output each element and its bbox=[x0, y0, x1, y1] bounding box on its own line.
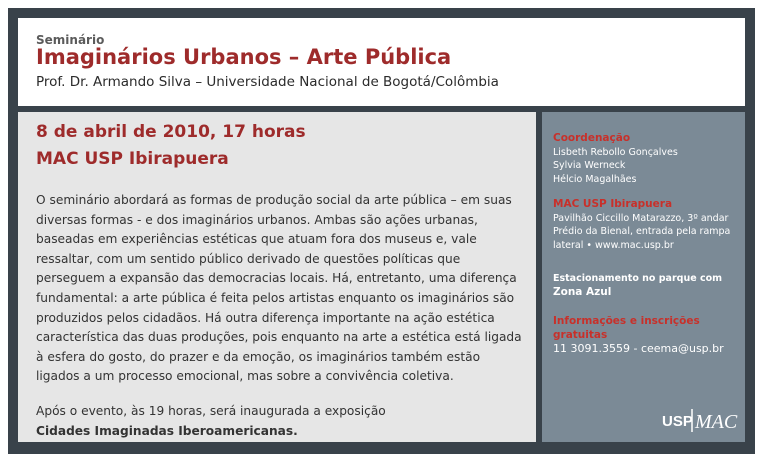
parking-zone: Zona Azul bbox=[553, 285, 612, 298]
address-line: Prédio da Bienal, entrada pela rampa bbox=[553, 226, 731, 238]
coordinator-item: Hélcio Magalhães bbox=[553, 173, 637, 185]
parking-line: Estacionamento no parque com bbox=[553, 273, 723, 284]
event-venue: MAC USP Ibirapuera bbox=[36, 149, 229, 169]
coordination-title: Coordenação bbox=[553, 132, 631, 144]
info-title: Informações e inscrições gratuitas bbox=[553, 315, 700, 341]
coordinator-item: Lisbeth Rebollo Gonçalves bbox=[553, 146, 678, 158]
exhibition-name: Cidades Imaginadas Iberoamericanas. bbox=[36, 423, 298, 438]
event-date: 8 de abril de 2010, 17 horas bbox=[36, 122, 306, 142]
header bbox=[18, 18, 745, 106]
logo-icon bbox=[662, 406, 742, 434]
venue-title: MAC USP Ibirapuera bbox=[553, 198, 673, 210]
usp-mac-logo bbox=[662, 406, 742, 434]
address-line[interactable]: lateral • www.mac.usp.br bbox=[553, 239, 674, 251]
coordinator-item: Sylvia Werneck bbox=[553, 160, 626, 172]
logo-mac-text: MAC bbox=[695, 411, 738, 433]
sidebar bbox=[542, 112, 745, 442]
venue-section bbox=[553, 198, 730, 252]
info-section bbox=[553, 315, 745, 356]
exhibition-note bbox=[36, 402, 386, 441]
speaker-line: Prof. Dr. Armando Silva – Universidade Nacional de Bogotá/Colômbia bbox=[36, 74, 499, 90]
after-event-line: Após o evento, às 19 horas, será inaugurada a exposição bbox=[36, 404, 386, 418]
seminar-title: Imaginários Urbanos – Arte Pública bbox=[36, 45, 452, 69]
logo-usp-text: USP bbox=[662, 413, 693, 430]
seminar-kicker: Seminário bbox=[36, 33, 105, 47]
contact-line[interactable]: 11 3091.3559 - ceema@usp.br bbox=[553, 342, 724, 356]
description: O seminário abordará as formas de produção social da arte pública – em suas diversas formas - e dos imaginários urbanos. Ambas são ações urbanas, baseadas em experiências estéticas que atuam fora dos museus e, vale ressaltar, com um sentido público derivado de questões políticas que perseguem a expansão das democracias locais. Há, entretanto, uma diferença fundamental: a arte pública é feita pelos artistas enquanto os imaginários são produzidos pelos cidadãos. Há outra diferença importante na ação estética característica das duas produções, pois enquanto na arte a estética está ligada à esfera do gosto, do prazer e da emoção, os imaginários também estão ligados a um processo emocional, mas sobre a convivência coletiva. bbox=[36, 193, 522, 384]
address-line: Pavilhão Ciccillo Matarazzo, 3º andar bbox=[553, 212, 729, 224]
main-panel bbox=[18, 112, 536, 442]
parking-section bbox=[553, 272, 722, 299]
coordination-section bbox=[553, 132, 678, 186]
invitation-frame bbox=[8, 8, 755, 454]
